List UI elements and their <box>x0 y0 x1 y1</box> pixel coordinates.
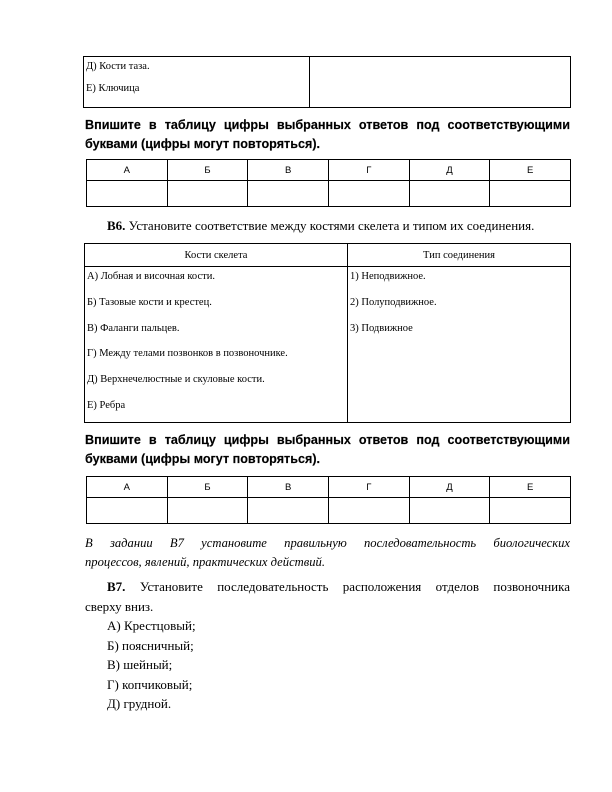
answer-cell[interactable] <box>328 181 409 207</box>
instruction-1-line1: Впишите в таблицу цифры выбранных ответов под соответствующими <box>85 118 570 132</box>
answer-header-d: Д <box>409 477 490 498</box>
joint-type-1: 1) Неподвижное. <box>350 271 426 282</box>
answer-cell[interactable] <box>409 181 490 207</box>
answer-header-b: Б <box>167 160 248 181</box>
answer-header-e: Е <box>490 160 571 181</box>
previous-question-table <box>83 56 571 108</box>
answer-cell[interactable] <box>328 498 409 524</box>
answer-cell[interactable] <box>409 498 490 524</box>
answer-cell[interactable] <box>248 181 329 207</box>
answer-table-2 <box>86 476 571 524</box>
answer-header-b: Б <box>167 477 248 498</box>
b7-option-v: В) шейный; <box>107 657 173 672</box>
instruction-2-line1: Впишите в таблицу цифры выбранных ответов под соответствующими <box>85 433 570 447</box>
answer-cell[interactable] <box>87 181 168 207</box>
joint-type-2: 2) Полуподвижное. <box>350 296 437 308</box>
b7-option-a: А) Крестцовый; <box>107 618 196 633</box>
instruction-2 <box>85 431 570 469</box>
option-d: Д) Кости таза. <box>86 61 150 72</box>
option-e: Е) Ключица <box>86 83 140 94</box>
b7-option-g: Г) копчиковый; <box>107 676 193 692</box>
answer-header-g: Г <box>328 477 409 498</box>
answer-header-d: Д <box>409 160 490 181</box>
answer-header-v: В <box>248 160 329 181</box>
bone-item-g: Г) Между телами позвонков в позвоночнике. <box>87 348 288 360</box>
bone-item-d: Д) Верхнечелюстные и скуловые кости. <box>87 374 265 386</box>
question-b7 <box>85 577 570 714</box>
question-b7-number: В7. <box>107 579 126 594</box>
answer-header-e: Е <box>490 477 571 498</box>
question-b6-text: Установите соответствие между костями скелета и типом их соединения. <box>128 218 535 233</box>
b7-option-b: Б) поясничный; <box>107 637 194 653</box>
b7-option-d: Д) грудной. <box>107 696 172 711</box>
question-b7-line1: Установите последовательность расположения отделов позвоночника <box>139 579 570 594</box>
answer-header-a: А <box>87 160 168 181</box>
b7-intro-line2: процессов, явлений, практических действий. <box>85 555 325 569</box>
answer-cell[interactable] <box>248 498 329 524</box>
answer-cell[interactable] <box>490 181 571 207</box>
bones-header: Кости скелета <box>85 244 348 267</box>
answer-cell[interactable] <box>167 181 248 207</box>
bones-matching-table <box>84 243 571 423</box>
bone-item-v: В) Фаланги пальцев. <box>87 322 180 334</box>
answer-cell[interactable] <box>167 498 248 524</box>
joint-type-3: 3) Подвижное <box>350 322 413 334</box>
joint-types-list <box>348 267 571 423</box>
answer-header-g: Г <box>328 160 409 181</box>
answer-cell[interactable] <box>490 498 571 524</box>
b7-intro <box>85 534 570 572</box>
bone-item-e: Е) Ребра <box>87 399 126 411</box>
empty-cell <box>310 57 571 108</box>
answer-header-a: А <box>87 477 168 498</box>
instruction-1-line2: буквами (цифры могут повторяться). <box>85 137 321 151</box>
instruction-2-line2: буквами (цифры могут повторяться). <box>85 452 321 466</box>
instruction-1 <box>85 116 570 154</box>
options-cell <box>84 57 310 108</box>
bone-item-b: Б) Тазовые кости и крестец. <box>87 296 212 308</box>
bone-item-a: А) Лобная и височная кости. <box>87 271 215 282</box>
answer-cell[interactable] <box>87 498 168 524</box>
answer-header-v: В <box>248 477 329 498</box>
answer-table-1 <box>86 159 571 207</box>
joint-type-header: Тип соединения <box>348 244 571 267</box>
bones-list <box>85 267 348 423</box>
b7-intro-line1: В задании В7 установите правильную последовательность биологических <box>85 536 570 550</box>
question-b7-line2: сверху вниз. <box>85 598 154 614</box>
question-b6 <box>107 218 534 234</box>
question-b6-number: В6. <box>107 218 126 233</box>
